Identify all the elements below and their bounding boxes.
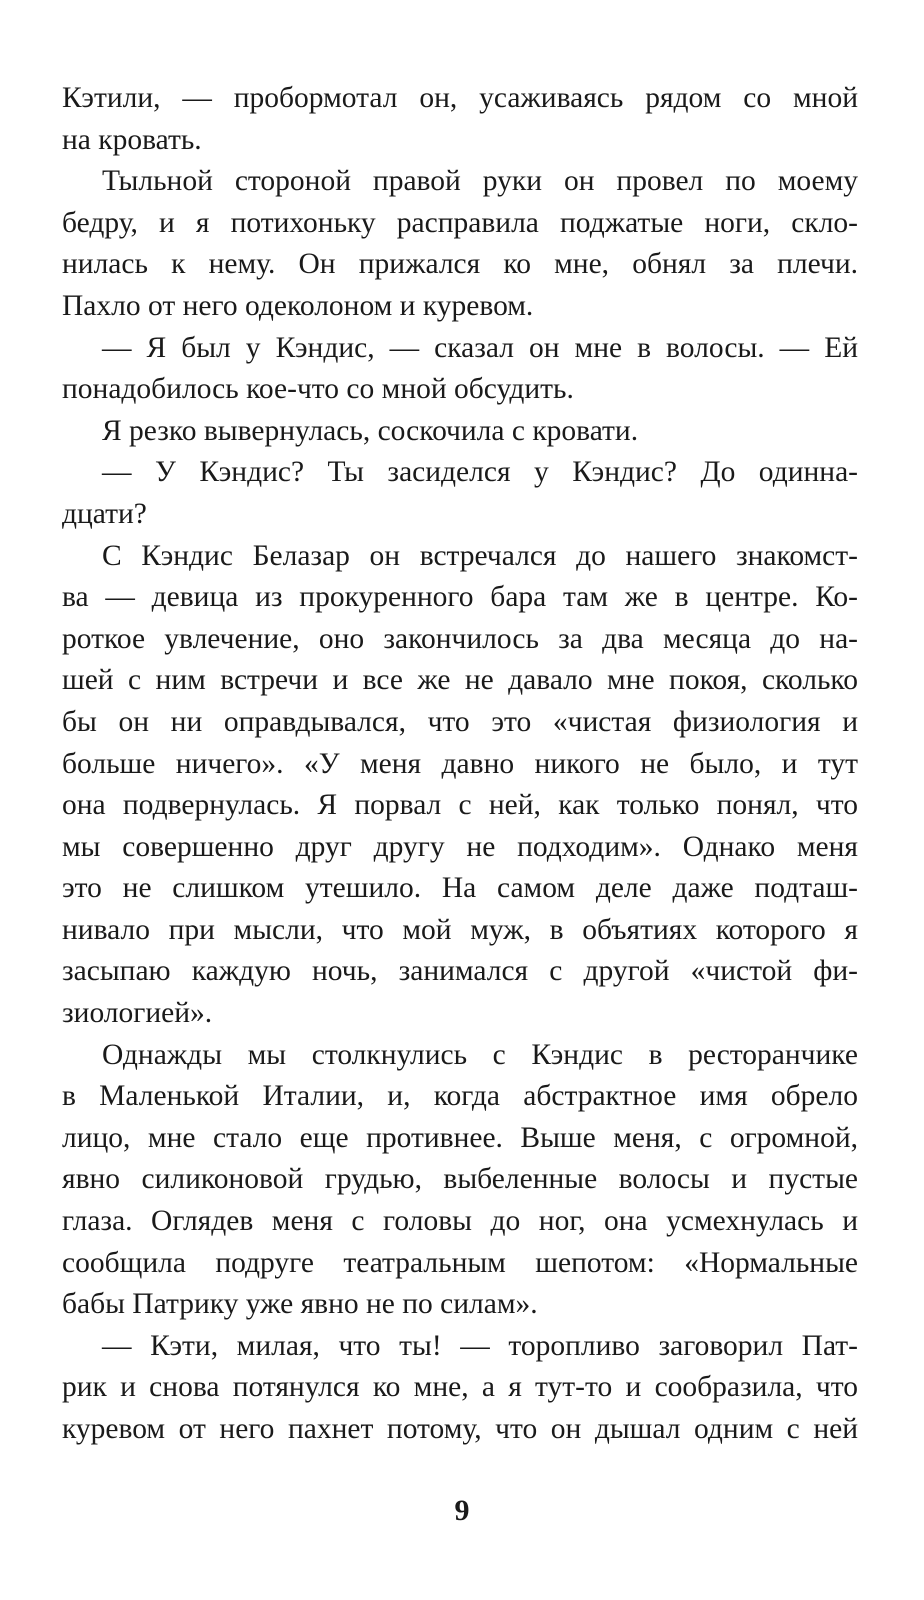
text-line: на кровать. [62,123,202,156]
text-line: Кэтили, — пробормотал он, усаживаясь рядом со мной [62,82,858,114]
text-line: — Кэти, милая, что ты! — торопливо заговорил Пат- [102,1329,858,1362]
text-line: рик и снова потянулся ко мне, а я тут-то и сообразила, что [62,1371,858,1404]
text-line: — Я был у Кэндис, — сказал он мне в волосы. — Ей [102,331,858,364]
text-line: Пахло от него одеколоном и куревом. [62,289,534,322]
text-line: бы он ни оправдывался, что это «чистая физиология и [62,705,858,738]
text-line: понадобилось кое-что со мной обсудить. [62,373,574,406]
text-line: больше ничего». «У меня давно никого не было, и тут [62,747,858,780]
text-line: нилась к нему. Он прижался ко мне, обнял за плечи. [62,248,858,281]
text-line: мы совершенно друг другу не подходим». Однако меня [62,830,858,863]
text-line: дцати? [62,497,147,530]
text-line: в Маленькой Италии, и, когда абстрактное имя обрело [62,1080,858,1113]
text-line: ва — девица из прокуренного бара там же в центре. Ко- [62,581,858,614]
text-line: шей с ним встречи и все же не давало мне покоя, сколько [62,664,858,697]
text-line: куревом от него пахнет потому, что он дышал одним с ней [62,1413,858,1445]
text-line: бедру, и я потихоньку расправила поджатые ноги, скло- [62,206,858,239]
text-line: Тыльной стороной правой руки он провел по моему [102,165,858,198]
text-line: Однажды мы столкнулись с Кэндис в ресторанчике [102,1038,858,1071]
text-line: роткое увлечение, оно закончилось за два месяца до на- [62,622,858,655]
text-line: зиологией». [62,997,213,1030]
page-number: 9 [454,1494,470,1527]
text-line: она подвернулась. Я порвал с ней, как только понял, что [62,789,858,822]
text-line: явно силиконовой грудью, выбеленные волосы и пустые [62,1163,858,1196]
text-line: Я резко вывернулась, соскочила с кровати. [102,414,639,447]
text-line: нивало при мысли, что мой муж, в объятиях которого я [62,913,858,946]
text-line: глаза. Оглядев меня с головы до ног, она усмехнулась и [62,1205,858,1238]
text-line: бабы Патрику уже явно не по силам». [62,1288,538,1321]
text-line: лицо, мне стало еще противнее. Выше меня, с огромной, [62,1121,858,1154]
text-line: это не слишком утешило. На самом деле даже подташ- [62,872,858,905]
text-line: сообщила подруге театральным шепотом: «Нормальные [62,1246,858,1279]
text-line: засыпаю каждую ночь, занимался с другой «чистой фи- [62,955,858,988]
book-page-text [62,78,858,1451]
text-line: — У Кэндис? Ты засиделся у Кэндис? До одинна- [102,456,858,489]
text-line: С Кэндис Белазар он встречался до нашего знакомст- [102,539,858,572]
